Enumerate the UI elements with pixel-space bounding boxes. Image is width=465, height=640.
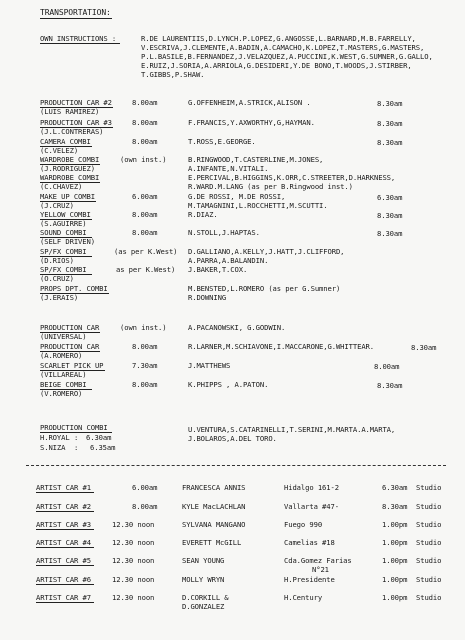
- artist-address: H.Century: [284, 593, 323, 602]
- vehicle-underline: [36, 529, 94, 530]
- pickup-sep: :: [74, 443, 79, 452]
- driver-name: (VILLAREAL): [40, 370, 87, 379]
- pickup-time: 8.00am: [132, 380, 158, 389]
- passenger-line: A.INFANTE,N.VITALI.: [188, 164, 269, 173]
- passenger-line: E.PERCIVAL,B.HIGGINS,K.ORR,C.STREETER,D.HARKNESS,: [188, 173, 396, 182]
- pickup-time: 6.00am: [132, 483, 158, 492]
- vehicle-label: SP/FX COMBI: [40, 247, 87, 256]
- destination: Studio: [416, 593, 442, 602]
- driver-name: (V.ROMERO): [40, 389, 83, 398]
- artist-address: H.Presidente: [284, 575, 335, 584]
- driver-name: (LUIS RAMIREZ): [40, 107, 100, 116]
- pickup-time: 8.00am: [132, 137, 158, 146]
- own-instructions-line: E.RUIZ,J.SORIA,A.ARRIOLA,G.DESIDERI,Y.DE BONO,T.WOODS,J.STIRBER,: [141, 61, 412, 70]
- artist-name: D.GONZALEZ: [182, 602, 225, 611]
- artist-name: SYLVANA MANGANO: [182, 520, 246, 529]
- pickup-sep: :: [74, 433, 79, 442]
- destination: Studio: [416, 538, 442, 547]
- pickup-place: H.ROYAL: [40, 433, 70, 442]
- artist-address: Cda.Gomez Farias: [284, 556, 352, 565]
- vehicle-label: PRODUCTION COMBI: [40, 423, 108, 432]
- passenger-line: A.PARRA,A.BALANDIN.: [188, 256, 269, 265]
- passenger-line: R.LARNER,M.SCHIAVONE,I.MACCARONE,G.WHITTEAR.: [188, 342, 374, 351]
- own-instructions-underline: [40, 43, 120, 44]
- driver-name: (J.CRUZ): [40, 201, 74, 210]
- destination: Studio: [416, 520, 442, 529]
- call-time: 1.00pm: [382, 593, 408, 602]
- passenger-line: D.GALLIANO,A.KELLY,J.HATT,J.CLIFFORD,: [188, 247, 345, 256]
- pickup-time: (own inst.): [120, 323, 167, 332]
- vehicle-label: ARTIST CAR #2: [36, 502, 91, 511]
- driver-name: (C.CHAVEZ): [40, 182, 83, 191]
- passenger-line: A.PACANOWSKI, G.GODWIN.: [188, 323, 286, 332]
- own-instructions-line: V.ESCRIVA,J.CLEMENTE,A.BADIN,A.CAMACHO,K.LOPEZ,T.MASTERS,G.MASTERS,: [141, 43, 425, 52]
- driver-name: (J.ERAIS): [40, 293, 79, 302]
- driver-name: (J.L.CONTRERAS): [40, 127, 104, 136]
- pickup-time: 8.00am: [132, 98, 158, 107]
- pickup-time: 8.00am: [132, 342, 158, 351]
- artist-name: SEAN YOUNG: [182, 556, 225, 565]
- destination: Studio: [416, 556, 442, 565]
- return-time: 6.30am: [377, 193, 403, 202]
- artist-address: Hidalgo 161-2: [284, 483, 339, 492]
- destination: Studio: [416, 502, 442, 511]
- artist-name: KYLE MacLACHLAN: [182, 502, 246, 511]
- page-title: TRANSPORTATION:: [40, 8, 111, 17]
- own-instructions-label: OWN INSTRUCTIONS :: [40, 34, 117, 43]
- vehicle-underline: [36, 547, 94, 548]
- pickup-time: 8.00am: [132, 210, 158, 219]
- return-time: 8.30am: [377, 211, 403, 220]
- vehicle-label: ARTIST CAR #3: [36, 520, 91, 529]
- vehicle-label: YELLOW COMBI: [40, 210, 91, 219]
- passenger-line: R.DIAZ.: [188, 210, 218, 219]
- call-time: 6.30am: [382, 483, 408, 492]
- vehicle-label: PRODUCTION CAR: [40, 323, 100, 332]
- call-time: 1.00pm: [382, 520, 408, 529]
- call-time: 8.30am: [382, 502, 408, 511]
- pickup-time: (own inst.): [120, 155, 167, 164]
- pickup-time: 12.30 noon: [112, 520, 155, 529]
- pickup-time: 8.00am: [132, 118, 158, 127]
- call-time: 1.00pm: [382, 575, 408, 584]
- pickup-time: 12.30 noon: [112, 556, 155, 565]
- vehicle-label: SCARLET PICK UP: [40, 361, 104, 370]
- vehicle-label: PROPS DPT. COMBI: [40, 284, 108, 293]
- passenger-line: J.MATTHEWS: [188, 361, 231, 370]
- return-time: 8.30am: [377, 229, 403, 238]
- destination: Studio: [416, 483, 442, 492]
- destination: Studio: [416, 575, 442, 584]
- return-time: 8.30am: [411, 343, 437, 352]
- passenger-line: G.OFFENHEIM,A.STRICK,ALISON .: [188, 98, 311, 107]
- vehicle-label: ARTIST CAR #5: [36, 556, 91, 565]
- pickup-time: (as per K.West): [114, 247, 178, 256]
- artist-address: Camelias #18: [284, 538, 335, 547]
- vehicle-label: SP/FX COMBI: [40, 265, 87, 274]
- artist-address: Vallarta #47-: [284, 502, 339, 511]
- pickup-time: 6.35am: [90, 443, 116, 452]
- passenger-line: T.ROSS,E.GEORGE.: [188, 137, 256, 146]
- call-time: 1.00pm: [382, 538, 408, 547]
- passenger-line: N.STOLL,J.HAPTAS.: [188, 228, 260, 237]
- artist-name: MOLLY WRYN: [182, 575, 225, 584]
- vehicle-label: PRODUCTION CAR #2: [40, 98, 112, 107]
- vehicle-label: WARDROBE COMBI: [40, 155, 100, 164]
- pickup-time: 12.30 noon: [112, 575, 155, 584]
- passenger-line: F.FRANCIS,Y.AXWORTHY,G,HAYMAN.: [188, 118, 315, 127]
- passenger-line: R.WARD.M.LANG (as per B.Ringwood inst.): [188, 182, 353, 191]
- call-time: 1.00pm: [382, 556, 408, 565]
- vehicle-label: ARTIST CAR #4: [36, 538, 91, 547]
- pickup-time: 12.30 noon: [112, 538, 155, 547]
- own-instructions-line: T.GIBBS,P.SHAW.: [141, 70, 205, 79]
- artist-name: D.CORKILL &: [182, 593, 229, 602]
- driver-name: (C.VELEZ): [40, 146, 79, 155]
- passenger-line: B.RINGWOOD,T.CASTERLINE,M.JONES,: [188, 155, 324, 164]
- vehicle-label: ARTIST CAR #6: [36, 575, 91, 584]
- vehicle-underline: [36, 602, 94, 603]
- vehicle-label: BEIGE COMBI: [40, 380, 87, 389]
- vehicle-label: ARTIST CAR #7: [36, 593, 91, 602]
- passenger-line: R.DOWNING: [188, 293, 227, 302]
- passenger-line: M.TAMAGNINI,L.ROCCHETTI,M.SCUTTI.: [188, 201, 328, 210]
- passenger-line: J.BOLAROS,A.DEL TORO.: [188, 434, 277, 443]
- own-instructions-line: P.L.BASILE,B.FERNANDEZ,J.VELAZQUEZ,A.PUCCINI,K.WEST,G.SUMNER,G.GALLO,: [141, 52, 433, 61]
- section-divider: [26, 465, 446, 466]
- passenger-line: G.DE ROSSI, M.DE ROSSI,: [188, 192, 286, 201]
- driver-name: (UNIVERSAL): [40, 332, 87, 341]
- artist-name: EVERETT McGILL: [182, 538, 242, 547]
- return-time: 8.30am: [377, 138, 403, 147]
- pickup-time: 12.30 noon: [112, 593, 155, 602]
- vehicle-label: PRODUCTION CAR: [40, 342, 100, 351]
- return-time: 8.30am: [377, 99, 403, 108]
- vehicle-underline: [36, 565, 94, 566]
- passenger-line: J.BAKER,T.COX.: [188, 265, 248, 274]
- artist-name: FRANCESCA ANNIS: [182, 483, 246, 492]
- own-instructions-line: R.DE LAURENTIIS,D.LYNCH.P.LOPEZ,G.ANGOSSE,L.BARNARD,M.B.FARRELLY,: [141, 34, 416, 43]
- vehicle-underline: [36, 492, 94, 493]
- driver-name: (O.CRUZ): [40, 274, 74, 283]
- vehicle-label: PRODUCTION CAR #3: [40, 118, 112, 127]
- driver-name: (J.RODRIGUEZ): [40, 164, 95, 173]
- title-underline: [40, 18, 112, 19]
- pickup-time: 8.00am: [132, 502, 158, 511]
- passenger-line: U.VENTURA,S.CATARINELLI,T.SERINI,M.MARTA.A.MARTA,: [188, 425, 396, 434]
- pickup-time: 8.00am: [132, 228, 158, 237]
- pickup-place: S.NIZA: [40, 443, 66, 452]
- pickup-time: 6.00am: [132, 192, 158, 201]
- driver-name: (D.RIOS): [40, 256, 74, 265]
- own-instructions-list: [141, 34, 433, 79]
- passenger-line: M.BENSTED,L.ROMERO (as per G.Sumner): [188, 284, 341, 293]
- vehicle-underline: [36, 511, 94, 512]
- passenger-line: K.PHIPPS , A.PATON.: [188, 380, 269, 389]
- artist-address: N°21: [312, 565, 329, 574]
- vehicle-label: ARTIST CAR #1: [36, 483, 91, 492]
- vehicle-label: SOUND COMBI: [40, 228, 87, 237]
- artist-address: Fuego 990: [284, 520, 323, 529]
- pickup-time: as per K.West): [116, 265, 176, 274]
- return-time: 8.30am: [377, 381, 403, 390]
- driver-name: (S.AGUIRRE): [40, 219, 87, 228]
- vehicle-label: WARDROBE COMBI: [40, 173, 100, 182]
- vehicle-label: CAMERA COMBI: [40, 137, 91, 146]
- pickup-time: 7.30am: [132, 361, 158, 370]
- return-time: 8.30am: [377, 119, 403, 128]
- driver-name: (A.ROMERO): [40, 351, 83, 360]
- vehicle-label: MAKE UP COMBI: [40, 192, 95, 201]
- pickup-time: 6.30am: [86, 433, 112, 442]
- driver-name: (SELF DRIVEN): [40, 237, 95, 246]
- vehicle-underline: [36, 584, 94, 585]
- passengers: [188, 425, 395, 443]
- return-time: 8.00am: [374, 362, 400, 371]
